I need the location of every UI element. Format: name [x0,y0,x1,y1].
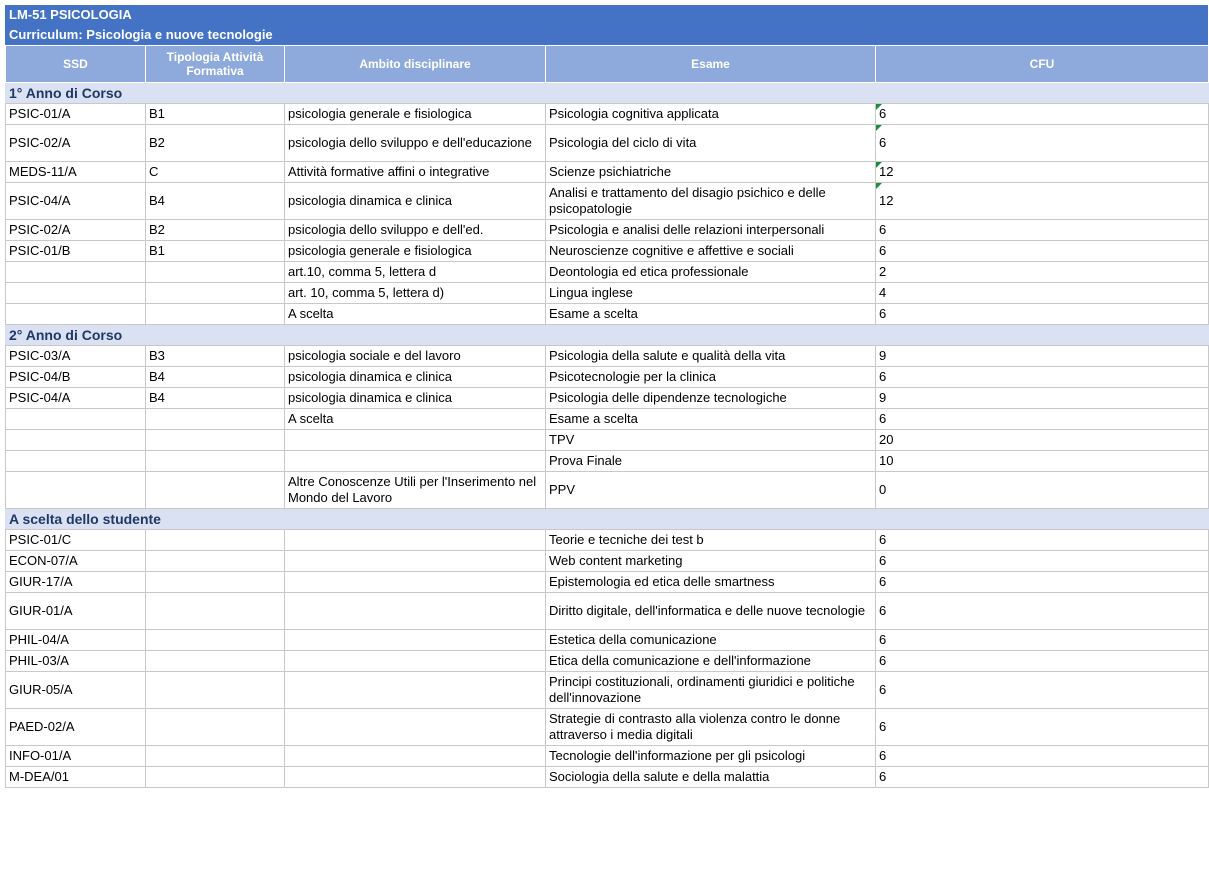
ssd-cell[interactable]: PHIL-03/A [6,651,146,672]
ssd-cell[interactable]: INFO-01/A [6,746,146,767]
cfu-cell[interactable]: 9 [876,346,1209,367]
ssd-cell[interactable]: MEDS-11/A [6,162,146,183]
ssd-cell[interactable]: PSIC-02/A [6,220,146,241]
tipologia-cell[interactable] [146,409,285,430]
header-ambito: Ambito disciplinare [285,46,546,83]
cfu-cell[interactable]: 6 [876,104,1209,125]
table-row [6,241,1209,262]
cfu-cell[interactable]: 6 [876,125,1209,162]
curriculum-title: Curriculum: Psicologia e nuove tecnologie [9,27,273,42]
ambito-cell[interactable] [285,430,546,451]
course-table [5,45,1209,788]
ambito-cell[interactable]: psicologia dello sviluppo e dell'educazione [285,125,546,162]
ambito-cell[interactable] [285,651,546,672]
table-row [6,472,1209,509]
table-row [6,651,1209,672]
cfu-cell[interactable]: 6 [876,767,1209,788]
table-row [6,451,1209,472]
tipologia-cell[interactable]: B2 [146,125,285,162]
esame-cell[interactable]: Psicologia delle dipendenze tecnologiche [546,388,876,409]
ssd-cell[interactable]: PSIC-02/A [6,125,146,162]
section-row [6,325,1209,346]
tipologia-cell[interactable]: B1 [146,241,285,262]
ssd-cell[interactable]: PSIC-01/B [6,241,146,262]
cfu-cell[interactable]: 6 [876,630,1209,651]
esame-cell[interactable]: Lingua inglese [546,283,876,304]
esame-cell[interactable]: Sociologia della salute e della malattia [546,767,876,788]
ambito-cell[interactable] [285,630,546,651]
cfu-cell[interactable]: 9 [876,388,1209,409]
ambito-cell[interactable]: Altre Conoscenze Utili per l'Inserimento nel Mondo del Lavoro [285,472,546,509]
ambito-cell[interactable]: A scelta [285,304,546,325]
table-row [6,630,1209,651]
ambito-cell[interactable] [285,709,546,746]
header-esame: Esame [546,46,876,83]
tipologia-cell[interactable] [146,746,285,767]
table-row [6,104,1209,125]
ambito-cell[interactable]: psicologia dinamica e clinica [285,183,546,220]
tipologia-cell[interactable] [146,283,285,304]
esame-cell[interactable]: Esame a scelta [546,304,876,325]
cfu-cell[interactable]: 0 [876,472,1209,509]
ssd-cell[interactable] [6,262,146,283]
table-row [6,767,1209,788]
esame-cell[interactable]: PPV [546,472,876,509]
header-row [6,46,1209,83]
cfu-cell[interactable]: 6 [876,572,1209,593]
tipologia-cell[interactable] [146,530,285,551]
tipologia-cell[interactable] [146,451,285,472]
ambito-cell[interactable]: psicologia dinamica e clinica [285,388,546,409]
section-label: 1° Anno di Corso [6,83,1209,104]
table-row [6,530,1209,551]
header-tipologia: Tipologia Attività Formativa [146,46,285,83]
ambito-cell[interactable]: psicologia generale e fisiologica [285,241,546,262]
ambito-cell[interactable] [285,767,546,788]
ambito-cell[interactable] [285,572,546,593]
table-row [6,304,1209,325]
esame-cell[interactable]: Neuroscienze cognitive e affettive e sociali [546,241,876,262]
table-row [6,572,1209,593]
esame-cell[interactable]: Psicotecnologie per la clinica [546,367,876,388]
esame-cell[interactable]: Tecnologie dell'informazione per gli psicologi [546,746,876,767]
esame-cell[interactable]: Scienze psichiatriche [546,162,876,183]
table-row [6,672,1209,709]
table-row [6,388,1209,409]
ssd-cell[interactable] [6,472,146,509]
esame-cell[interactable]: Psicologia della salute e qualità della vita [546,346,876,367]
esame-cell[interactable]: Psicologia e analisi delle relazioni interpersonali [546,220,876,241]
tipologia-cell[interactable]: B4 [146,183,285,220]
table-row [6,183,1209,220]
header-cfu: CFU [876,46,1209,83]
cfu-cell[interactable]: 6 [876,651,1209,672]
ambito-cell[interactable] [285,530,546,551]
tipologia-cell[interactable] [146,430,285,451]
esame-cell[interactable]: Principi costituzionali, ordinamenti giuridici e politiche dell'innovazione [546,672,876,709]
tipologia-cell[interactable] [146,472,285,509]
tipologia-cell[interactable] [146,304,285,325]
table-row [6,430,1209,451]
esame-cell[interactable]: Deontologia ed etica professionale [546,262,876,283]
ssd-cell[interactable]: PHIL-04/A [6,630,146,651]
cfu-cell[interactable]: 6 [876,241,1209,262]
section-label: A scelta dello studente [6,509,1209,530]
ambito-cell[interactable]: psicologia sociale e del lavoro [285,346,546,367]
ambito-cell[interactable]: Attività formative affini o integrative [285,162,546,183]
ssd-cell[interactable]: PSIC-04/B [6,367,146,388]
esame-cell[interactable]: Psicologia del ciclo di vita [546,125,876,162]
title-banner [5,5,1208,45]
tipologia-cell[interactable] [146,709,285,746]
table-row [6,709,1209,746]
ssd-cell[interactable]: PSIC-03/A [6,346,146,367]
esame-cell[interactable]: Analisi e trattamento del disagio psichico e delle psicopatologie [546,183,876,220]
table-row [6,283,1209,304]
table-row [6,125,1209,162]
tipologia-cell[interactable] [146,767,285,788]
tipologia-cell[interactable]: B1 [146,104,285,125]
tipologia-cell[interactable]: B4 [146,388,285,409]
ssd-cell[interactable]: GIUR-01/A [6,593,146,630]
esame-cell[interactable]: Esame a scelta [546,409,876,430]
section-row [6,83,1209,104]
table-row [6,220,1209,241]
tipologia-cell[interactable]: B2 [146,220,285,241]
ssd-cell[interactable] [6,430,146,451]
ambito-cell[interactable]: art.10, comma 5, lettera d [285,262,546,283]
tipologia-cell[interactable] [146,630,285,651]
tipologia-cell[interactable]: B3 [146,346,285,367]
ambito-cell[interactable] [285,746,546,767]
tipologia-cell[interactable] [146,672,285,709]
ambito-cell[interactable] [285,593,546,630]
table-row [6,162,1209,183]
cfu-cell[interactable]: 6 [876,593,1209,630]
cfu-cell[interactable]: 6 [876,709,1209,746]
table-row [6,367,1209,388]
ssd-cell[interactable] [6,283,146,304]
esame-cell[interactable]: Prova Finale [546,451,876,472]
esame-cell[interactable]: Psicologia cognitiva applicata [546,104,876,125]
cfu-cell[interactable]: 4 [876,283,1209,304]
ambito-cell[interactable] [285,672,546,709]
cfu-cell[interactable]: 6 [876,551,1209,572]
cfu-cell[interactable]: 10 [876,451,1209,472]
ssd-cell[interactable]: M-DEA/01 [6,767,146,788]
cfu-cell[interactable]: 12 [876,183,1209,220]
esame-cell[interactable]: Diritto digitale, dell'informatica e delle nuove tecnologie [546,593,876,630]
tipologia-cell[interactable]: B4 [146,367,285,388]
cfu-cell[interactable]: 6 [876,304,1209,325]
esame-cell[interactable]: Estetica della comunicazione [546,630,876,651]
esame-cell[interactable]: Teorie e tecniche dei test b [546,530,876,551]
ambito-cell[interactable]: psicologia dinamica e clinica [285,367,546,388]
ambito-cell[interactable] [285,551,546,572]
esame-cell[interactable]: Web content marketing [546,551,876,572]
ssd-cell[interactable]: PSIC-04/A [6,388,146,409]
cfu-cell[interactable]: 2 [876,262,1209,283]
table-row [6,551,1209,572]
tipologia-cell[interactable] [146,572,285,593]
ssd-cell[interactable]: PSIC-04/A [6,183,146,220]
cfu-cell[interactable]: 6 [876,220,1209,241]
ssd-cell[interactable] [6,409,146,430]
cfu-cell[interactable]: 6 [876,367,1209,388]
cfu-cell[interactable]: 12 [876,162,1209,183]
tipologia-cell[interactable] [146,651,285,672]
ambito-cell[interactable] [285,451,546,472]
cfu-cell[interactable]: 6 [876,672,1209,709]
ssd-cell[interactable]: PSIC-01/C [6,530,146,551]
section-label: 2° Anno di Corso [6,325,1209,346]
cfu-cell[interactable]: 20 [876,430,1209,451]
ssd-cell[interactable]: ECON-07/A [6,551,146,572]
esame-cell[interactable]: Etica della comunicazione e dell'informazione [546,651,876,672]
esame-cell[interactable]: TPV [546,430,876,451]
cfu-cell[interactable]: 6 [876,409,1209,430]
cfu-cell[interactable]: 6 [876,530,1209,551]
tipologia-cell[interactable] [146,262,285,283]
ssd-cell[interactable]: PSIC-01/A [6,104,146,125]
cfu-cell[interactable]: 6 [876,746,1209,767]
tipologia-cell[interactable]: C [146,162,285,183]
ambito-cell[interactable]: A scelta [285,409,546,430]
ambito-cell[interactable]: psicologia dello sviluppo e dell'ed. [285,220,546,241]
table-row [6,409,1209,430]
section-row [6,509,1209,530]
ambito-cell[interactable]: psicologia generale e fisiologica [285,104,546,125]
tipologia-cell[interactable] [146,593,285,630]
tipologia-cell[interactable] [146,551,285,572]
esame-cell[interactable]: Epistemologia ed etica delle smartness [546,572,876,593]
spreadsheet [5,5,1208,788]
ambito-cell[interactable]: art. 10, comma 5, lettera d) [285,283,546,304]
ssd-cell[interactable]: PAED-02/A [6,709,146,746]
ssd-cell[interactable]: GIUR-05/A [6,672,146,709]
ssd-cell[interactable] [6,451,146,472]
esame-cell[interactable]: Strategie di contrasto alla violenza contro le donne attraverso i media digitali [546,709,876,746]
table-row [6,746,1209,767]
program-title: LM-51 PSICOLOGIA [9,7,132,22]
header-ssd: SSD [6,46,146,83]
table-row [6,262,1209,283]
ssd-cell[interactable] [6,304,146,325]
table-row [6,593,1209,630]
table-row [6,346,1209,367]
ssd-cell[interactable]: GIUR-17/A [6,572,146,593]
